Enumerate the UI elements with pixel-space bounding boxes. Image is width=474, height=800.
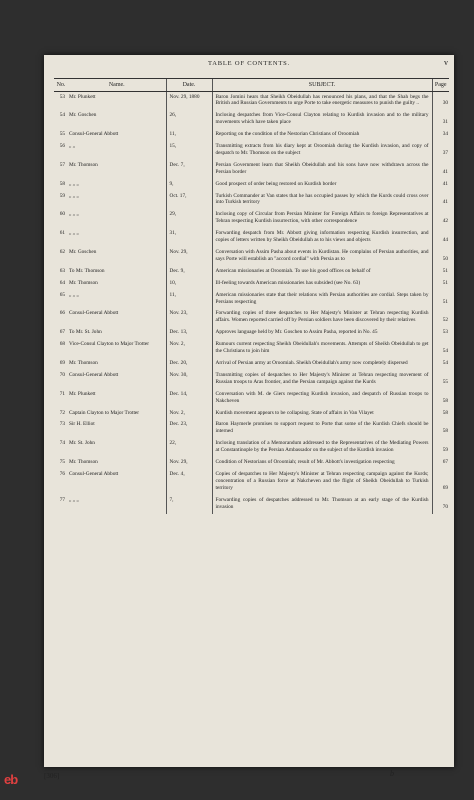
row-page: 44	[432, 229, 449, 248]
row-number: 75	[59, 459, 65, 466]
row-date: 22,	[166, 439, 212, 458]
table-row	[54, 309, 449, 328]
column-header-name: Name.	[68, 79, 166, 92]
row-subject: Persian Government learn that Sheikh Obeidullah and his sons have now withdrawn across the Persian border	[212, 160, 432, 179]
sheet-mark: b	[390, 769, 394, 778]
row-name: Mr. Goschen	[69, 112, 97, 119]
row-number: 57	[59, 161, 65, 168]
table-row	[54, 92, 449, 111]
row-date: Dec. 20,	[166, 358, 212, 370]
ebay-watermark	[4, 772, 34, 794]
row-page: 34	[432, 130, 449, 142]
row-number: 70	[59, 371, 65, 378]
row-page: 54	[432, 358, 449, 370]
row-name: Mr. Plunkett	[69, 390, 96, 397]
row-subject: Turkish Commander at Van states that he has occupied passes by which the Kurds could cross over into Turkish territory	[212, 191, 432, 210]
column-header-date: Date.	[166, 79, 212, 92]
row-subject: Kurdish movement appears to be collapsing. State of affairs in Van Vilayet	[212, 408, 432, 420]
row-page: 70	[432, 495, 449, 514]
row-number: 59	[59, 192, 65, 199]
table-row	[54, 191, 449, 210]
row-page: 58	[432, 389, 449, 408]
row-page: 54	[432, 340, 449, 359]
row-date: Nov. 29,	[166, 458, 212, 470]
row-page: 55	[432, 370, 449, 389]
row-subject: Baron Jomini hears that Sheikh Obeidullah has renounced his plans, and that the Shah begs the British and Russian Governments to urge Porte to take energetic measures to punish the guilty ..	[212, 92, 432, 111]
row-number: 69	[59, 359, 65, 366]
row-number: 72	[59, 409, 65, 416]
row-name: Vice-Consul Clayton to Major Trotter	[69, 341, 150, 348]
table-row	[54, 370, 449, 389]
row-name: Consul-General Abbott	[69, 371, 119, 378]
row-date: Nov. 2,	[166, 340, 212, 359]
row-subject: Conversation with Assim Pasha about events in Kurdistan. He complains of Persian authorities, and says Porte will establish an "accord cordial" with Persia as to	[212, 248, 432, 267]
row-subject: Copies of despatches to Her Majesty's Minister at Tehran respecting campaign against the Kurds; concentration of a Russian force at Nakcheven and the flight of Sheikh Obeidullah to Turkish territory	[212, 469, 432, 495]
table-row	[54, 130, 449, 142]
row-subject: Forwarding copies of three despatches to Her Majesty's Minister at Tehran respecting Kurdish affairs. Women reported carried off by Persian soldiers have been discovered by their relatives	[212, 309, 432, 328]
row-subject: American missionaries at Oroomiah. To use his good offices on behalf of	[212, 266, 432, 278]
row-name: Mr. Thomson	[69, 459, 98, 466]
row-page: 52	[432, 309, 449, 328]
row-date: 29,	[166, 210, 212, 229]
row-date: Dec. 7,	[166, 160, 212, 179]
printer-signature: [306]	[44, 772, 60, 780]
row-number: 56	[59, 143, 65, 150]
row-subject: Arrival of Persian army at Oroomiah. Sheikh Obeidullah's army now completely dispersed	[212, 358, 432, 370]
row-subject: Inclosing copy of Circular from Persian Minister for Foreign Affairs to foreign Representatives at Tehran respecting Kurdish insurrection, with other correspondence	[212, 210, 432, 229]
page-number: v	[444, 58, 448, 67]
row-date: 9,	[166, 179, 212, 191]
table-row	[54, 290, 449, 309]
row-name: To Mr. St. John	[69, 329, 102, 336]
row-page: 41	[432, 160, 449, 179]
row-name: Consul-General Abbott	[69, 131, 119, 138]
row-name: „ „ „	[69, 230, 79, 237]
row-name: Consul-General Abbott	[69, 470, 119, 477]
row-subject: Good prospect of order being restored on Kurdish border	[212, 179, 432, 191]
row-name: „ „ „	[69, 496, 79, 503]
row-page: 67	[432, 458, 449, 470]
table-row	[54, 408, 449, 420]
row-number: 73	[59, 421, 65, 428]
table-row	[54, 328, 449, 340]
row-page: 58	[432, 408, 449, 420]
row-number: 62	[59, 249, 65, 255]
table-row	[54, 266, 449, 278]
row-date: Dec. 14,	[166, 389, 212, 408]
row-page: 41	[432, 179, 449, 191]
row-name: „ „ „	[69, 211, 79, 218]
row-name: Mr. Thomson	[69, 279, 98, 286]
row-date: 11,	[166, 290, 212, 309]
row-subject: Approves language held by Mr. Goschen to Assim Pasha, reported in No. 45	[212, 328, 432, 340]
row-number: 74	[59, 440, 65, 447]
row-name: „ „ „	[69, 180, 79, 187]
row-date: 31,	[166, 229, 212, 248]
row-subject: Forwarding copies of despatches addressed to Mr. Thomson at an early stage of the Kurdish invasion	[212, 495, 432, 514]
row-number: 53	[59, 93, 65, 100]
row-number: 68	[59, 341, 65, 348]
row-page: 69	[432, 469, 449, 495]
row-date: Dec. 9,	[166, 266, 212, 278]
row-name: Captain Clayton to Major Trotter	[69, 409, 140, 416]
row-number: 65	[59, 291, 65, 298]
table-row	[54, 420, 449, 439]
row-subject: American missionaries state that their relations with Persian authorities are cordial. Steps taken by Persians respecting	[212, 290, 432, 309]
table-row	[54, 160, 449, 179]
row-page: 51	[432, 266, 449, 278]
row-date: Oct. 17,	[166, 191, 212, 210]
row-name: Mr. Goschen	[69, 249, 97, 255]
row-date: Nov. 23,	[166, 309, 212, 328]
row-subject: Baron Haymerle promises to support request to Porte that some of the Kurdish Chiefs should be interned	[212, 420, 432, 439]
row-subject: Transmitting extracts from his diary kept at Oroomiah during the Kurdish invasion, and copy of despatch to Mr. Thomson on the subject	[212, 142, 432, 161]
row-page: 30	[432, 92, 449, 111]
row-page: 58	[432, 420, 449, 439]
row-date: Nov. 29, 1880	[166, 92, 212, 111]
row-date: 10,	[166, 278, 212, 290]
row-date: Dec. 13,	[166, 328, 212, 340]
row-subject: Ill-feeling towards American missionaries has subsided (see No. 63)	[212, 278, 432, 290]
row-date: Nov. 29,	[166, 248, 212, 267]
table-row	[54, 248, 449, 267]
row-page: 37	[432, 142, 449, 161]
row-subject: Forwarding despatch from Mr. Abbott giving information respecting Kurdish insurrection, and copies of letters written by Sheikh Obeidullah as to his views and objects	[212, 229, 432, 248]
table-header-row	[54, 79, 449, 92]
row-subject: Inclosing despatches from Vice-Consul Clayton relating to Kurdish invasion and to the military movements which have taken place	[212, 111, 432, 130]
row-number: 71	[59, 390, 65, 397]
row-date: Dec. 4,	[166, 469, 212, 495]
column-header-subject: SUBJECT.	[212, 79, 432, 92]
row-date: 7,	[166, 495, 212, 514]
column-header-page: Page	[432, 79, 449, 92]
row-page: 59	[432, 439, 449, 458]
row-name: To Mr. Thomson	[69, 267, 105, 274]
table-row	[54, 495, 449, 514]
row-name: Mr. Thomson	[69, 161, 98, 168]
row-date: 15,	[166, 142, 212, 161]
row-number: 60	[59, 211, 65, 218]
row-page: 50	[432, 248, 449, 267]
table-row	[54, 458, 449, 470]
row-date: Nov. 2,	[166, 408, 212, 420]
table-row	[54, 389, 449, 408]
row-date: Dec. 23,	[166, 420, 212, 439]
row-number: 67	[59, 329, 65, 336]
row-date: Nov. 30,	[166, 370, 212, 389]
table-row	[54, 229, 449, 248]
row-date: 26,	[166, 111, 212, 130]
row-name: Mr. St. John	[69, 440, 95, 447]
row-subject: Conversation with M. de Giers respecting Kurdish invasion, and despatch of Russian troops to Nakcheven	[212, 389, 432, 408]
row-page: 51	[432, 278, 449, 290]
page-header-title: TABLE OF CONTENTS.	[208, 60, 290, 67]
column-header-no: No.	[54, 79, 68, 92]
row-number: 66	[59, 310, 65, 317]
table-row	[54, 179, 449, 191]
row-page: 41	[432, 191, 449, 210]
table-row	[54, 111, 449, 130]
row-name: Consul-General Abbott	[69, 310, 119, 317]
table-row	[54, 439, 449, 458]
table-row	[54, 358, 449, 370]
row-number: 64	[59, 279, 65, 286]
row-subject: Reporting on the condition of the Nestorian Christians of Oroomiah	[212, 130, 432, 142]
table-row	[54, 278, 449, 290]
row-page: 31	[432, 111, 449, 130]
row-number: 63	[59, 267, 65, 274]
table-row	[54, 142, 449, 161]
table-row	[54, 469, 449, 495]
row-subject: Condition of Nestorians of Oroomiah; result of Mr. Abbott's investigation respecting	[212, 458, 432, 470]
row-subject: Rumours current respecting Sheikh Obeidullah's movements. Attempts of Sheikh Obeidullah to get the Christians to join him	[212, 340, 432, 359]
row-name: „ „ „	[69, 192, 79, 199]
row-name: Sir H. Elliot	[69, 421, 95, 428]
row-page: 53	[432, 328, 449, 340]
row-number: 54	[59, 112, 65, 119]
row-name: Mr. Thomson	[69, 359, 98, 366]
row-number: 77	[59, 496, 65, 503]
row-subject: Inclosing translation of a Memorandum addressed to the Representatives of the Mediating Powers at Constantinople by the Persian Ambassador on the subject of the Kurdish invasion	[212, 439, 432, 458]
table-row	[54, 210, 449, 229]
row-number: 58	[59, 180, 65, 187]
row-subject: Transmitting copies of despatches to Her Majesty's Minister at Tehran respecting movement of Russian troops to Aras frontier, and the Persian campaign against the Kurds	[212, 370, 432, 389]
row-number: 61	[59, 230, 65, 237]
row-name: „ „	[69, 143, 76, 150]
row-number: 55	[59, 131, 65, 138]
row-number: 76	[59, 470, 65, 477]
row-name: „ „ „	[69, 291, 79, 298]
contents-table	[54, 78, 449, 514]
row-date: 11,	[166, 130, 212, 142]
document-page	[44, 55, 454, 767]
row-name: Mr. Plunkett	[69, 93, 96, 100]
watermark-text: eb	[4, 772, 18, 787]
row-page: 42	[432, 210, 449, 229]
table-row	[54, 340, 449, 359]
row-page: 51	[432, 290, 449, 309]
